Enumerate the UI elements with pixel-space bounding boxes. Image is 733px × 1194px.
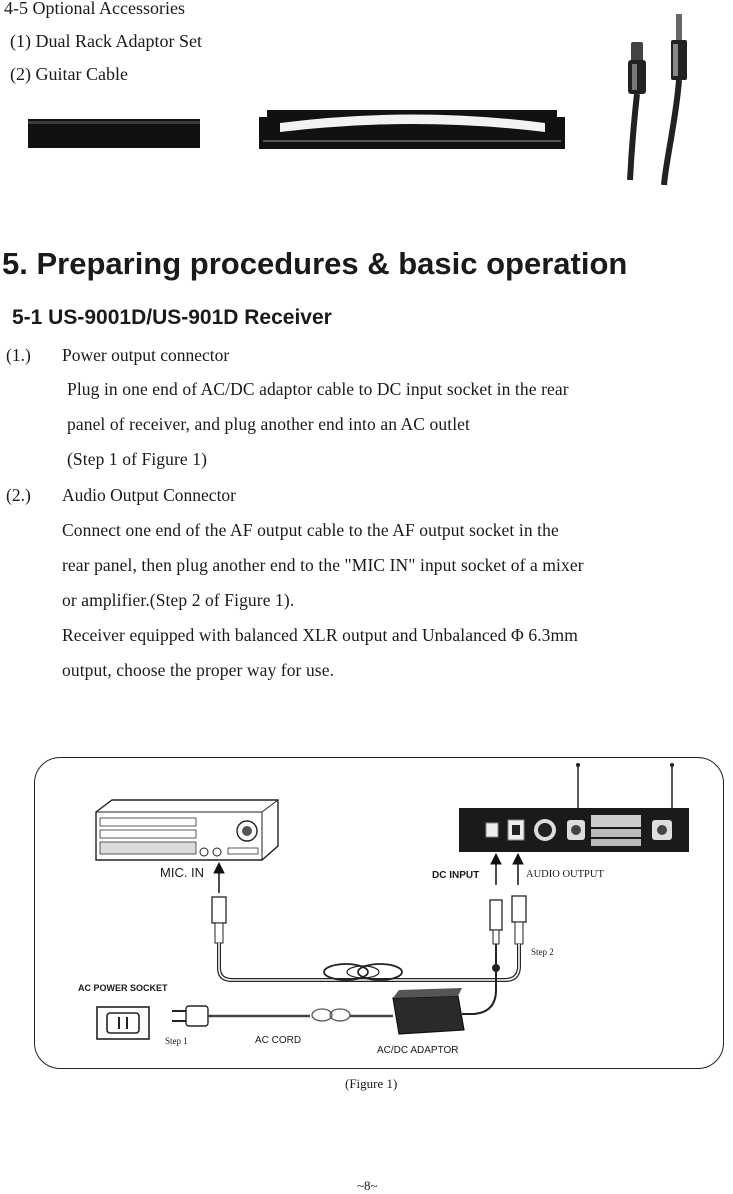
ac-dc-adaptor-image	[393, 988, 464, 1034]
ac-power-socket-image	[97, 1007, 149, 1039]
label-ac-cord: AC CORD	[255, 1035, 302, 1046]
figure-caption: (Figure 1)	[345, 1076, 398, 1091]
step-2-line: Receiver equipped with balanced XLR output and Unbalanced Φ 6.3mm	[62, 625, 578, 645]
label-step-2: Step 2	[531, 947, 554, 957]
label-dc-input: DC INPUT	[432, 870, 480, 881]
audio-plugs	[212, 896, 526, 944]
step-1-title: Power output connector	[62, 345, 230, 365]
accessories-heading: 4-5 Optional Accessories	[4, 0, 185, 18]
ac-cord-image	[172, 1006, 393, 1026]
step-2-title: Audio Output Connector	[62, 485, 237, 505]
step-2-line: output, choose the proper way for use.	[62, 660, 335, 680]
page-number: ~8~	[357, 1178, 378, 1193]
step-1-marker: (1.)	[6, 345, 31, 365]
section-title: 5. Preparing procedures & basic operation	[2, 246, 628, 281]
receiver-rear-panel-image	[459, 763, 689, 852]
mixer-amplifier-image	[96, 800, 278, 860]
label-mic-in: MIC. IN	[160, 865, 205, 880]
subsection-title: 5-1 US-9001D/US-901D Receiver	[12, 306, 332, 329]
step-2-marker: (2.)	[6, 485, 31, 505]
step-1-line: panel of receiver, and plug another end into an AC outlet	[67, 414, 470, 434]
step-2-line: rear panel, then plug another end to the "MIC IN" input socket of a mixer	[62, 555, 584, 575]
step-2-line: Connect one end of the AF output cable to the AF output socket in the	[62, 520, 559, 540]
accessory-item-rack-adaptor: (1) Dual Rack Adaptor Set	[10, 31, 202, 51]
label-audio-output: AUDIO OUTPUT	[526, 869, 604, 880]
step-1-line: (Step 1 of Figure 1)	[67, 449, 208, 469]
label-step-1: Step 1	[165, 1036, 188, 1046]
audio-cable	[219, 943, 519, 980]
label-ac-power-socket: AC POWER SOCKET	[78, 983, 168, 993]
label-ac-dc-adaptor: AC/DC ADAPTOR	[377, 1045, 459, 1056]
accessory-item-guitar-cable: (2) Guitar Cable	[10, 64, 128, 84]
step-2-line: or amplifier.(Step 2 of Figure 1).	[62, 590, 295, 610]
step-1-line: Plug in one end of AC/DC adaptor cable to DC input socket in the rear	[67, 379, 569, 399]
